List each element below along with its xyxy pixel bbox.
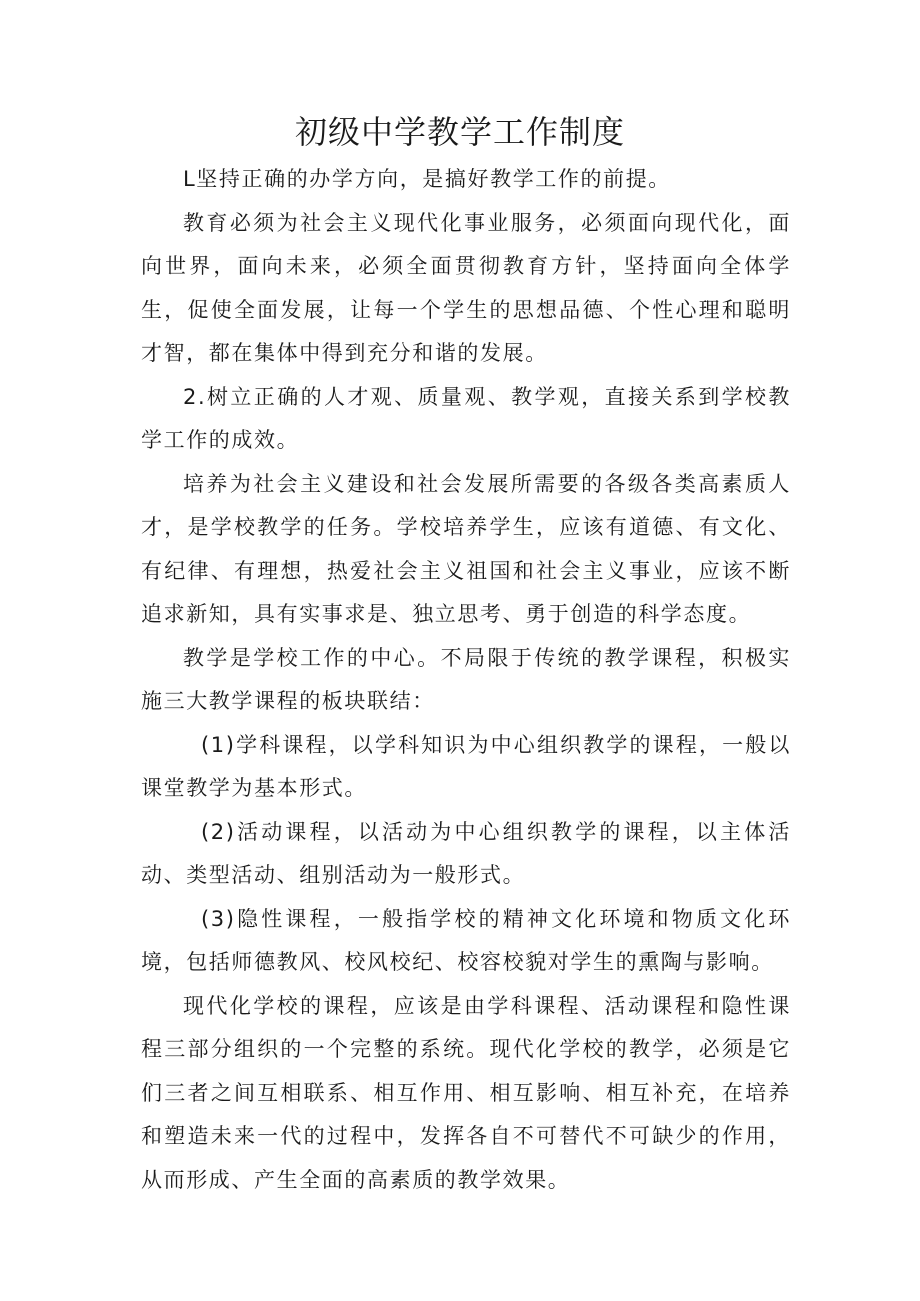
- list-item-3: (3)隐性课程，一般指学校的精神文化环境和物质文化环境，包括师德教风、校风校纪、校容校貌对学生的熏陶与影响。: [141, 906, 791, 974]
- paragraph-2: 教育必须为社会主义现代化事业服务，必须面向现代化，面向世界，面向未来，必须全面贯彻教育方针，坚持面向全体学生，促使全面发展，让每一个学生的思想品德、个性心理和聪明才智，都在集体中得到充分和谐的发展。: [141, 210, 791, 365]
- paragraph-6: 现代化学校的课程，应该是由学科课程、活动课程和隐性课程三部分组织的一个完整的系统。现代化学校的教学，必须是它们三者之间互相联系、相互作用、相互影响、相互补充，在培养和塑造未来一代的过程中，发挥各自不可替代不可缺少的作用，从而形成、产生全面的高素质的教学效果。: [141, 993, 791, 1192]
- list-item-1: (1)学科课程，以学科知识为中心组织教学的课程，一般以课堂教学为基本形式。: [141, 732, 791, 800]
- document-body: [141, 158, 791, 1202]
- paragraph-4: 培养为社会主义建设和社会发展所需要的各级各类高素质人才，是学校教学的任务。学校培养学生，应该有道德、有文化、有纪律、有理想，热爱社会主义祖国和社会主义事业，应该不断追求新知，具有实事求是、独立思考、勇于创造的科学态度。: [141, 471, 791, 626]
- document-title: 初级中学教学工作制度: [294, 113, 625, 151]
- paragraph-1: L坚持正确的办学方向，是搞好教学工作的前提。: [183, 167, 671, 191]
- paragraph-5: 教学是学校工作的中心。不局限于传统的教学课程，积极实施三大教学课程的板块联结：: [141, 645, 791, 713]
- paragraph-3: 2.树立正确的人才观、质量观、教学观，直接关系到学校教学工作的成效。: [141, 384, 791, 452]
- list-item-2: (2)活动课程，以活动为中心组织教学的课程，以主体活动、类型活动、组别活动为一般形式。: [141, 819, 791, 887]
